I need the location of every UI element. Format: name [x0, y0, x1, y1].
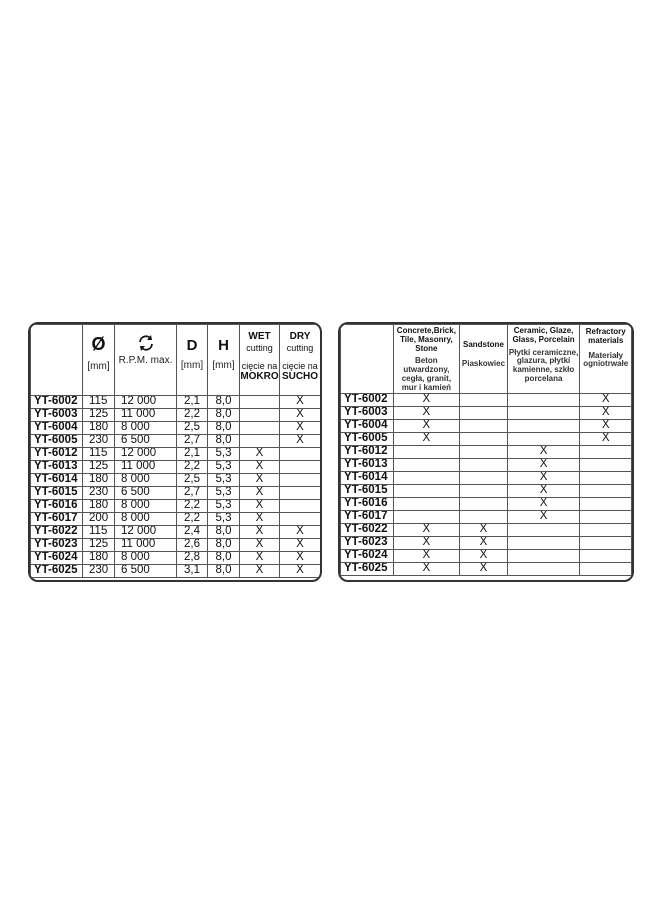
diameter-cell: 115 [83, 448, 115, 461]
refractory-mark-cell: X [580, 432, 632, 445]
dry-mark-cell: X [280, 409, 321, 422]
specs-row [31, 526, 321, 539]
h-cell: 8,0 [208, 422, 240, 435]
specs-row [31, 422, 321, 435]
diameter-cell: 125 [83, 409, 115, 422]
concrete-mark-cell [393, 445, 460, 458]
wet-pl-line2: MOKRO [240, 371, 279, 383]
ceramic-mark-cell: X [507, 510, 580, 523]
applications-row [341, 497, 632, 510]
dry-mark-cell: X [280, 539, 321, 552]
model-cell: YT-6003 [341, 406, 394, 419]
refractory-mark-cell: X [580, 406, 632, 419]
concrete-mark-cell [393, 484, 460, 497]
concrete-mark-cell [393, 497, 460, 510]
h-cell: 5,3 [208, 461, 240, 474]
wet-mark-cell [240, 422, 280, 435]
d-cell: 2,2 [177, 513, 208, 526]
refractory-mark-cell [580, 523, 632, 536]
ceramic-mark-cell [507, 406, 580, 419]
rpm-cell: 8 000 [115, 552, 177, 565]
model-cell: YT-6016 [341, 497, 394, 510]
wet-pl-line1: cięcie na [241, 360, 278, 371]
model-cell: YT-6015 [341, 484, 394, 497]
ceramic-pl: Płytki ceramiczne, glazura, płytki kamienne, szkło porcelana [508, 347, 579, 383]
diameter-cell: 230 [83, 565, 115, 578]
concrete-pl: Beton utwardzony, cegła, granit, mur i kamień [401, 356, 452, 392]
model-cell: YT-6025 [31, 565, 83, 578]
dry-mark-cell [280, 448, 321, 461]
applications-row [341, 445, 632, 458]
concrete-en: Concrete,Brick, Tile, Masonry, Stone [396, 326, 456, 353]
dry-mark-cell: X [280, 552, 321, 565]
rpm-cell: 8 000 [115, 500, 177, 513]
applications-row [341, 393, 632, 406]
sandstone-mark-cell [460, 432, 507, 445]
refractory-mark-cell: X [580, 419, 632, 432]
model-cell: YT-6017 [31, 513, 83, 526]
concrete-mark-cell [393, 458, 460, 471]
model-cell: YT-6022 [341, 523, 394, 536]
wet-mark-cell: X [240, 487, 280, 500]
rpm-cell: 12 000 [115, 396, 177, 409]
header-diameter [83, 325, 115, 396]
diameter-unit: [mm] [87, 361, 110, 372]
d-cell: 2,4 [177, 526, 208, 539]
specs-row [31, 448, 321, 461]
diameter-cell: 125 [83, 539, 115, 552]
specs-table [30, 324, 321, 578]
refractory-mark-cell [580, 510, 632, 523]
model-cell: YT-6003 [31, 409, 83, 422]
sandstone-mark-cell [460, 497, 507, 510]
refractory-mark-cell [580, 497, 632, 510]
refractory-mark-cell [580, 445, 632, 458]
refractory-mark-cell: X [580, 393, 632, 406]
sandstone-mark-cell [460, 510, 507, 523]
wet-mark-cell: X [240, 448, 280, 461]
header-h [208, 325, 240, 396]
dry-mark-cell [280, 513, 321, 526]
sandstone-mark-cell [460, 406, 507, 419]
header-wet [240, 325, 280, 396]
specs-row [31, 474, 321, 487]
wet-subtitle: cutting [246, 342, 273, 353]
d-cell: 2,2 [177, 500, 208, 513]
diameter-cell: 115 [83, 526, 115, 539]
dry-subtitle: cutting [286, 342, 314, 353]
diameter-cell: 230 [83, 487, 115, 500]
concrete-mark-cell [393, 471, 460, 484]
h-cell: 5,3 [208, 487, 240, 500]
sandstone-mark-cell [460, 419, 507, 432]
diameter-cell: 180 [83, 422, 115, 435]
model-cell: YT-6013 [31, 461, 83, 474]
sandstone-mark-cell [460, 484, 507, 497]
wet-mark-cell [240, 409, 280, 422]
d-cell: 2,1 [177, 396, 208, 409]
wet-mark-cell: X [240, 539, 280, 552]
specs-header-row [31, 325, 321, 396]
specs-row [31, 513, 321, 526]
d-cell: 2,2 [177, 461, 208, 474]
applications-table-panel [338, 322, 634, 582]
ceramic-mark-cell: X [507, 458, 580, 471]
model-cell: YT-6023 [341, 536, 394, 549]
h-cell: 8,0 [208, 409, 240, 422]
model-cell: YT-6016 [31, 500, 83, 513]
applications-row [341, 523, 632, 536]
h-cell: 8,0 [208, 435, 240, 448]
refractory-mark-cell [580, 484, 632, 497]
header-concrete [393, 325, 460, 394]
h-cell: 8,0 [208, 552, 240, 565]
refractory-mark-cell [580, 471, 632, 484]
wet-mark-cell: X [240, 513, 280, 526]
wet-mark-cell [240, 435, 280, 448]
specs-row [31, 396, 321, 409]
concrete-mark-cell: X [393, 393, 460, 406]
d-cell: 2,1 [177, 448, 208, 461]
applications-row [341, 510, 632, 523]
d-unit: [mm] [180, 360, 204, 371]
sandstone-en: Sandstone [463, 340, 504, 349]
applications-row [341, 406, 632, 419]
h-cell: 8,0 [208, 539, 240, 552]
sandstone-mark-cell: X [460, 562, 507, 575]
dry-mark-cell: X [280, 435, 321, 448]
model-cell: YT-6002 [341, 393, 394, 406]
d-cell: 2,6 [177, 539, 208, 552]
model-cell: YT-6004 [341, 419, 394, 432]
sandstone-mark-cell [460, 458, 507, 471]
rpm-cell: 12 000 [115, 526, 177, 539]
model-cell: YT-6014 [31, 474, 83, 487]
sandstone-mark-cell: X [460, 523, 507, 536]
ceramic-mark-cell [507, 432, 580, 445]
concrete-mark-cell [393, 510, 460, 523]
applications-row [341, 484, 632, 497]
ceramic-mark-cell [507, 523, 580, 536]
refractory-mark-cell [580, 458, 632, 471]
concrete-mark-cell: X [393, 562, 460, 575]
sandstone-mark-cell [460, 393, 507, 406]
specs-row [31, 487, 321, 500]
dry-mark-cell: X [280, 422, 321, 435]
header-d [177, 325, 208, 396]
specs-row [31, 461, 321, 474]
dry-mark-cell [280, 500, 321, 513]
concrete-mark-cell: X [393, 406, 460, 419]
ceramic-mark-cell [507, 419, 580, 432]
sandstone-mark-cell: X [460, 549, 507, 562]
header-rpm [115, 325, 177, 396]
h-cell: 8,0 [208, 565, 240, 578]
diameter-cell: 115 [83, 396, 115, 409]
h-cell: 5,3 [208, 500, 240, 513]
d-cell: 2,7 [177, 435, 208, 448]
concrete-mark-cell: X [393, 536, 460, 549]
wet-mark-cell: X [240, 565, 280, 578]
ceramic-mark-cell: X [507, 445, 580, 458]
d-cell: 2,5 [177, 474, 208, 487]
dry-title: DRY [289, 331, 311, 342]
sandstone-mark-cell: X [460, 536, 507, 549]
model-cell: YT-6024 [341, 549, 394, 562]
ceramic-mark-cell [507, 549, 580, 562]
applications-row [341, 419, 632, 432]
header-ceramic [507, 325, 580, 394]
dry-mark-cell [280, 487, 321, 500]
specs-table-panel [28, 322, 322, 582]
applications-header-row [341, 325, 632, 394]
diameter-cell: 125 [83, 461, 115, 474]
header-sandstone [460, 325, 507, 394]
model-cell: YT-6005 [31, 435, 83, 448]
concrete-mark-cell: X [393, 432, 460, 445]
rpm-cell: 8 000 [115, 474, 177, 487]
diameter-cell: 200 [83, 513, 115, 526]
model-cell: YT-6012 [31, 448, 83, 461]
d-cell: 2,7 [177, 487, 208, 500]
model-cell: YT-6012 [341, 445, 394, 458]
specs-row [31, 552, 321, 565]
specs-row [31, 409, 321, 422]
ceramic-mark-cell [507, 393, 580, 406]
concrete-mark-cell: X [393, 549, 460, 562]
refractory-en: Refractory materials [585, 327, 626, 345]
rpm-cell: 11 000 [115, 409, 177, 422]
dry-mark-cell: X [280, 565, 321, 578]
applications-row [341, 536, 632, 549]
diameter-symbol: Ø [91, 334, 106, 354]
h-unit: [mm] [212, 360, 235, 371]
refractory-mark-cell [580, 549, 632, 562]
model-cell: YT-6015 [31, 487, 83, 500]
dry-pl-line2: SUCHO [281, 371, 319, 383]
model-cell: YT-6013 [341, 458, 394, 471]
wet-title: WET [248, 331, 271, 342]
h-cell: 5,3 [208, 513, 240, 526]
refractory-mark-cell [580, 536, 632, 549]
rotation-arrows-icon [136, 333, 156, 353]
specs-row [31, 435, 321, 448]
rpm-cell: 12 000 [115, 448, 177, 461]
applications-row [341, 562, 632, 575]
diameter-cell: 180 [83, 552, 115, 565]
diameter-cell: 180 [83, 474, 115, 487]
applications-row [341, 549, 632, 562]
applications-table [340, 324, 632, 576]
h-cell: 8,0 [208, 526, 240, 539]
model-cell: YT-6005 [341, 432, 394, 445]
applications-row [341, 432, 632, 445]
model-cell: YT-6004 [31, 422, 83, 435]
rpm-cell: 6 500 [115, 487, 177, 500]
refractory-pl: Materiały ogniotrwałe [583, 350, 629, 369]
diameter-cell: 230 [83, 435, 115, 448]
concrete-mark-cell: X [393, 419, 460, 432]
wet-mark-cell: X [240, 552, 280, 565]
h-cell: 5,3 [208, 474, 240, 487]
rpm-cell: 6 500 [115, 435, 177, 448]
model-cell: YT-6022 [31, 526, 83, 539]
h-symbol: H [218, 337, 229, 354]
applications-row [341, 471, 632, 484]
d-cell: 2,8 [177, 552, 208, 565]
sandstone-mark-cell [460, 445, 507, 458]
dry-pl-line1: cięcie na [282, 360, 318, 371]
model-cell: YT-6023 [31, 539, 83, 552]
wet-mark-cell: X [240, 461, 280, 474]
sandstone-pl: Piaskowiec [461, 358, 506, 368]
wet-mark-cell: X [240, 474, 280, 487]
header-corner [341, 325, 394, 394]
rpm-cell: 8 000 [115, 422, 177, 435]
ceramic-mark-cell: X [507, 497, 580, 510]
header-corner [31, 325, 83, 396]
wet-mark-cell: X [240, 526, 280, 539]
concrete-mark-cell: X [393, 523, 460, 536]
ceramic-mark-cell [507, 562, 580, 575]
applications-row [341, 458, 632, 471]
ceramic-mark-cell [507, 536, 580, 549]
rpm-cell: 11 000 [115, 461, 177, 474]
dry-mark-cell: X [280, 396, 321, 409]
ceramic-mark-cell: X [507, 471, 580, 484]
wet-mark-cell: X [240, 500, 280, 513]
specs-row [31, 500, 321, 513]
header-dry [280, 325, 321, 396]
model-cell: YT-6017 [341, 510, 394, 523]
header-refractory [580, 325, 632, 394]
model-cell: YT-6002 [31, 396, 83, 409]
d-cell: 2,2 [177, 409, 208, 422]
h-cell: 5,3 [208, 448, 240, 461]
rpm-cell: 6 500 [115, 565, 177, 578]
specs-row [31, 565, 321, 578]
model-cell: YT-6024 [31, 552, 83, 565]
wet-mark-cell [240, 396, 280, 409]
dry-mark-cell: X [280, 526, 321, 539]
d-cell: 3,1 [177, 565, 208, 578]
d-cell: 2,5 [177, 422, 208, 435]
rpm-cell: 8 000 [115, 513, 177, 526]
refractory-mark-cell [580, 562, 632, 575]
ceramic-en: Ceramic, Glaze, Glass, Porcelain [512, 326, 575, 344]
rpm-label: R.P.M. max. [118, 355, 173, 366]
sandstone-mark-cell [460, 471, 507, 484]
rpm-cell: 11 000 [115, 539, 177, 552]
dry-mark-cell [280, 461, 321, 474]
model-cell: YT-6025 [341, 562, 394, 575]
h-cell: 8,0 [208, 396, 240, 409]
diameter-cell: 180 [83, 500, 115, 513]
ceramic-mark-cell: X [507, 484, 580, 497]
d-symbol: D [186, 337, 198, 354]
model-cell: YT-6014 [341, 471, 394, 484]
specs-row [31, 539, 321, 552]
dry-mark-cell [280, 474, 321, 487]
